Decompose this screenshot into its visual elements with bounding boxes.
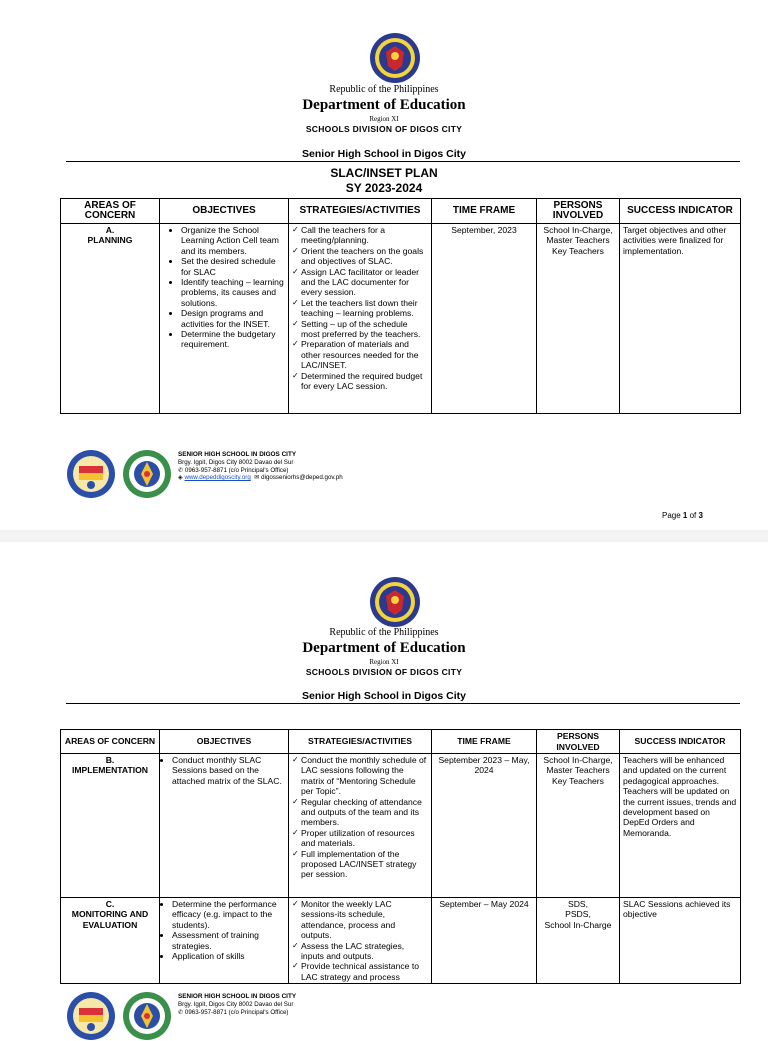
- footer-address: Brgy. Igpit, Digos City 8002 Davao del Sur: [178, 458, 294, 466]
- strategy-item: ✓ Assign LAC facilitator or leader and the LAC documenter for every session.: [292, 267, 428, 298]
- table-row-planning: [61, 224, 741, 414]
- area-cell-planning: [61, 224, 160, 414]
- column-header-persons: PERSONS INVOLVED: [537, 199, 620, 224]
- success-cell: Target objectives and other activities were finalized for implementation.: [620, 224, 741, 414]
- strategy-item: ✓ Preparation of materials and other resources needed for the LAC/INSET.: [292, 339, 428, 370]
- page-2: [0, 540, 768, 1024]
- division-line: SCHOOLS DIVISION OF DIGOS CITY: [305, 124, 463, 134]
- objective-item: • Application of skills: [172, 951, 285, 961]
- area-name: PLANNING: [87, 235, 133, 246]
- strategy-item: ✓ Determined the required budget for every LAC session.: [292, 371, 428, 392]
- school-name: Senior High School in Digos City: [302, 148, 466, 160]
- plan-school-year: SY 2023-2024: [345, 181, 423, 195]
- strategy-item: ✓ Call the teachers for a meeting/planning.: [292, 225, 428, 246]
- success-cell: SLAC Sessions achieved its objective: [620, 898, 741, 984]
- region-line: Region XI: [369, 115, 399, 123]
- footer-school-name: SENIOR HIGH SCHOOL IN DIGOS CITY: [178, 451, 297, 458]
- column-header-areas: AREAS OF CONCERN: [61, 730, 160, 754]
- school-name: Senior High School in Digos City: [302, 690, 466, 702]
- republic-line: Republic of the Philippines: [329, 84, 439, 95]
- strategy-item: ✓ Setting – up of the schedule most preferred by the teachers.: [292, 319, 428, 340]
- strategy-item: ✓ Regular checking of attendance and outputs of the team and its members.: [292, 797, 428, 828]
- objectives-cell: [160, 898, 289, 984]
- footer-school-name: SENIOR HIGH SCHOOL IN DIGOS CITY: [178, 993, 297, 1000]
- objectives-cell: [160, 754, 289, 898]
- persons-line: School In-Charge, Master Teachers: [543, 225, 613, 246]
- footer-contact: [178, 451, 343, 482]
- area-name: IMPLEMENTATION: [71, 765, 149, 776]
- footer-contact: [178, 993, 296, 1016]
- persons-line: PSDS,: [565, 909, 591, 920]
- time-frame-cell: September – May 2024: [432, 898, 537, 984]
- school-logo-icon: [122, 449, 172, 499]
- strategy-item: ✓ Monitor the weekly LAC sessions-its schedule, attendance, process and outputs.: [292, 899, 428, 941]
- area-name: MONITORING AND EVALUATION: [71, 909, 149, 930]
- footer-phone: 0963-957-8871 (c/o Principal's Office): [184, 466, 289, 474]
- column-header-objectives: OBJECTIVES: [160, 730, 289, 754]
- objective-item: • Design programs and activities for the INSET.: [181, 308, 285, 329]
- strategy-item: ✓ Full implementation of the proposed LAC/INSET strategy per session.: [292, 849, 428, 880]
- persons-line: Key Teachers: [552, 775, 604, 786]
- strategy-item: ✓ Proper utilization of resources and materials.: [292, 828, 428, 849]
- area-letter: A.: [105, 225, 115, 235]
- footer-website-link[interactable]: www.depeddigoscity.org: [184, 474, 251, 482]
- persons-cell: [537, 898, 620, 984]
- objectives-cell: [160, 224, 289, 414]
- page-number: [662, 511, 703, 520]
- column-header-success: SUCCESS INDICATOR: [620, 730, 741, 754]
- division-line: SCHOOLS DIVISION OF DIGOS CITY: [305, 667, 463, 677]
- persons-cell: [537, 754, 620, 898]
- persons-line: SDS,: [567, 899, 589, 909]
- objective-item: • Determine the budgetary requirement.: [181, 329, 285, 350]
- column-header-areas: AREAS OF CONCERN: [61, 199, 160, 224]
- slac-plan-table-page1: [60, 198, 741, 414]
- page-label: Page: [662, 511, 681, 520]
- department-title: Department of Education: [302, 97, 466, 113]
- persons-cell: [537, 224, 620, 414]
- globe-icon: ◈: [178, 474, 183, 482]
- page-footer: [66, 449, 466, 499]
- strategies-cell: [289, 898, 432, 984]
- strategy-item: ✓ Orient the teachers on the goals and objectives of SLAC.: [292, 246, 428, 267]
- plan-title: SLAC/INSET PLAN: [330, 166, 438, 180]
- strategy-item: ✓ Provide technical assistance to LAC strategy and process: [292, 961, 428, 982]
- footer-email: digosseniorhs@deped.gov.ph: [261, 474, 343, 482]
- phone-icon: ✆: [178, 466, 184, 474]
- phone-icon: ✆: [178, 1008, 184, 1016]
- column-header-success: SUCCESS INDICATOR: [620, 199, 741, 224]
- column-header-time-frame: TIME FRAME: [432, 199, 537, 224]
- slac-plan-table-page2: [60, 729, 741, 984]
- column-header-persons: PERSONS INVOLVED: [537, 730, 620, 754]
- header-divider: [66, 161, 740, 162]
- strategies-cell: [289, 754, 432, 898]
- strategies-cell: [289, 224, 432, 414]
- area-cell-monitoring: [61, 898, 160, 984]
- area-cell-implementation: [61, 754, 160, 898]
- division-logo-icon: [66, 449, 116, 499]
- republic-line: Republic of the Philippines: [329, 627, 439, 638]
- header-divider: [66, 703, 740, 704]
- deped-seal-icon: [369, 32, 421, 84]
- strategy-item: ✓ Let the teachers list down their teaching – learning problems.: [292, 298, 428, 319]
- objective-item: • Organize the School Learning Action Cell team and its members.: [181, 225, 285, 256]
- page-footer: [66, 991, 466, 1041]
- footer-phone: 0963-957-8871 (c/o Principal's Office): [184, 1008, 289, 1016]
- column-header-strategies: STRATEGIES/ACTIVITIES: [289, 730, 432, 754]
- column-header-time-frame: TIME FRAME: [432, 730, 537, 754]
- time-frame-cell: September, 2023: [432, 224, 537, 414]
- division-logo-icon: [66, 991, 116, 1041]
- persons-line: Key Teachers: [552, 245, 604, 256]
- footer-phone-row: [178, 467, 343, 475]
- email-icon: ✉: [254, 474, 260, 482]
- persons-line: School In-Charge: [544, 919, 612, 930]
- school-logo-icon: [122, 991, 172, 1041]
- area-letter: C.: [105, 899, 115, 909]
- objective-item: • Set the desired schedule for SLAC: [181, 256, 285, 277]
- footer-phone-row: [178, 1009, 296, 1017]
- column-header-strategies: STRATEGIES/ACTIVITIES: [289, 199, 432, 224]
- persons-line: School In-Charge, Master Teachers: [543, 755, 613, 776]
- department-title: Department of Education: [302, 640, 466, 656]
- objective-item: • Determine the performance efficacy (e.g. impact to the students).: [172, 899, 285, 930]
- strategy-item: ✓ Assess the LAC strategies, inputs and outputs.: [292, 941, 428, 962]
- page-total: 3: [698, 511, 703, 520]
- page-current: 1: [682, 511, 688, 520]
- success-cell: Teachers will be enhanced and updated on the current pedagogical approaches. Teachers will be updated on the current issues, trends and development based on DepEd Orders and Memoranda.: [620, 754, 741, 898]
- page-of: of: [689, 511, 697, 520]
- deped-seal-icon: [369, 576, 421, 628]
- area-letter: B.: [105, 755, 115, 765]
- objective-item: • Identify teaching – learning problems, its causes and solutions.: [181, 277, 285, 308]
- region-line: Region XI: [369, 658, 399, 666]
- objective-item: • Assessment of training strategies.: [172, 930, 285, 951]
- footer-address: Brgy. Igpit, Digos City 8002 Davao del Sur: [178, 1000, 294, 1008]
- footer-web-row: [178, 474, 343, 482]
- time-frame-cell: September 2023 – May, 2024: [432, 754, 537, 898]
- objective-item: • Conduct monthly SLAC Sessions based on the attached matrix of the SLAC.: [172, 755, 285, 786]
- strategy-item: ✓ Conduct the monthly schedule of LAC sessions following the matrix of “Mentoring Schedule per Topic”.: [292, 755, 428, 797]
- column-header-objectives: OBJECTIVES: [160, 199, 289, 224]
- table-row-monitoring: [61, 898, 741, 984]
- table-row-implementation: [61, 754, 741, 898]
